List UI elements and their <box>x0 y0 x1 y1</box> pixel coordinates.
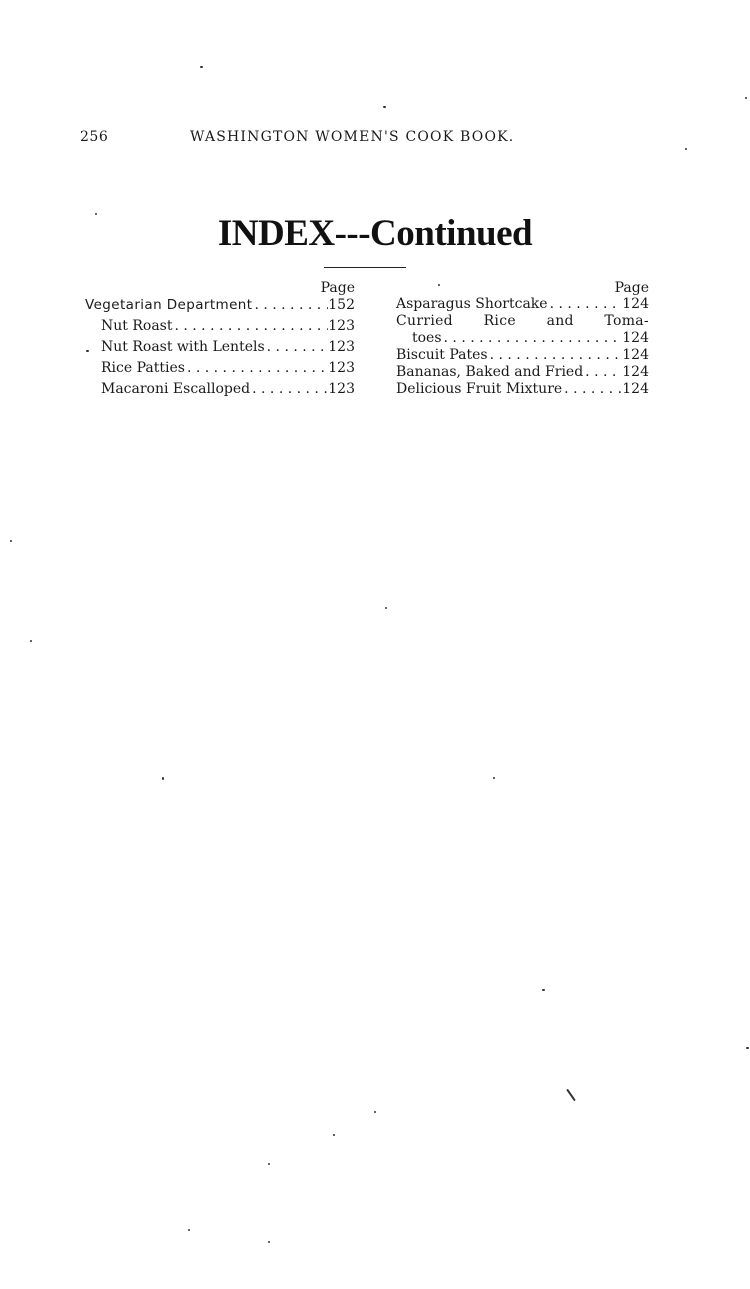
index-entry <box>85 360 355 377</box>
index-entry <box>85 339 355 356</box>
leader-dots <box>562 381 622 398</box>
leader-dots <box>172 318 328 335</box>
entry-name: Bananas, Baked and Fried <box>396 364 584 380</box>
scan-speck <box>385 607 387 609</box>
entry-name-continuation: toes <box>412 330 442 346</box>
leader-dots <box>583 364 622 381</box>
entry-page: 124 <box>622 364 649 380</box>
scan-speck <box>188 1229 190 1231</box>
scan-speck <box>542 989 545 991</box>
scan-speck <box>438 284 440 286</box>
entry-name: Macaroni Escalloped <box>101 381 251 397</box>
entry-name-word: Toma- <box>604 313 649 329</box>
scan-speck <box>746 1047 749 1049</box>
leader-dots <box>252 297 328 314</box>
index-entry <box>396 296 649 313</box>
entry-page: 152 <box>328 297 355 313</box>
scan-speck <box>493 777 495 779</box>
index-entry-continuation <box>396 330 649 347</box>
page-column-label: Page <box>614 280 649 296</box>
scan-speck <box>95 213 97 215</box>
entry-name-word: Curried <box>396 313 453 329</box>
entry-name: Biscuit Pates <box>396 347 488 363</box>
title-rule <box>324 267 406 268</box>
entry-page: 123 <box>328 339 355 355</box>
index-entry-wrapped-first-line <box>396 313 649 330</box>
scan-speck <box>374 1111 376 1113</box>
entry-page: 123 <box>328 360 355 376</box>
leader-dots <box>185 360 328 377</box>
scan-speck <box>162 777 164 780</box>
index-entry <box>85 318 355 335</box>
entry-page: 123 <box>328 318 355 334</box>
page-number: 256 <box>80 129 109 145</box>
index-entry <box>396 347 649 364</box>
entry-name: Nut Roast <box>101 318 173 334</box>
entry-name: Rice Patties <box>101 360 185 376</box>
scan-speck <box>333 1134 335 1136</box>
scan-speck <box>268 1241 270 1243</box>
entry-name-word: Rice <box>483 313 516 329</box>
scan-speck <box>685 148 687 150</box>
leader-dots <box>265 339 329 356</box>
scan-speck <box>86 350 89 352</box>
scan-speck <box>268 1163 270 1165</box>
entry-page: 124 <box>622 347 649 363</box>
index-column-left <box>85 280 355 398</box>
entry-page: 124 <box>622 296 649 312</box>
scan-speck <box>200 66 203 68</box>
entry-name-word: and <box>546 313 574 329</box>
page-title: INDEX---Continued <box>217 213 533 254</box>
leader-dots <box>488 347 623 364</box>
scan-speck <box>745 97 747 99</box>
index-entry <box>396 364 649 381</box>
entry-page: 124 <box>622 381 649 397</box>
entry-name: Asparagus Shortcake <box>396 296 548 312</box>
scan-speck <box>566 1089 576 1102</box>
leader-dots <box>548 296 623 313</box>
index-column-right <box>396 280 649 398</box>
index-entry <box>85 381 355 398</box>
scan-speck <box>10 540 12 542</box>
running-head: WASHINGTON WOMEN'S COOK BOOK. <box>190 129 515 145</box>
entry-page: 124 <box>622 330 649 346</box>
entry-name: Vegetarian Department <box>85 297 253 313</box>
entry-name: Delicious Fruit Mixture <box>396 381 563 397</box>
index-entry-department <box>85 297 355 314</box>
index-entry <box>396 381 649 398</box>
scan-speck <box>30 640 32 642</box>
leader-dots <box>442 330 623 347</box>
scan-speck <box>383 106 386 108</box>
entry-name: Nut Roast with Lentels <box>101 339 265 355</box>
page-column-label: Page <box>320 280 355 296</box>
entry-page: 123 <box>328 381 355 397</box>
leader-dots <box>250 381 328 398</box>
